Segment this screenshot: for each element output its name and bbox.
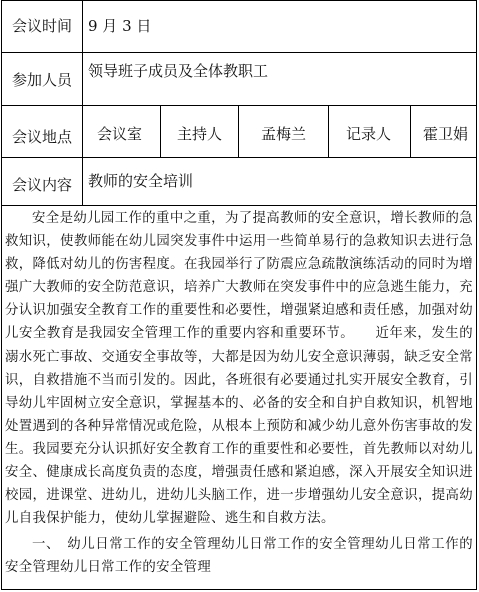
host-value: 孟梅兰	[261, 125, 307, 143]
row-divider	[1, 205, 477, 206]
section-heading-paragraph: 一、 幼儿日常工作的安全管理幼儿日常工作的安全管理幼儿日常工作的安全管理幼儿日常工作的安全管理	[5, 537, 473, 576]
row-divider	[1, 52, 477, 53]
meeting-time-label: 会议时间	[12, 17, 73, 35]
attendees-value: 领导班子成员及全体教职工	[88, 62, 269, 80]
meeting-body	[5, 207, 473, 580]
column-divider	[238, 105, 239, 157]
host-label: 主持人	[177, 125, 223, 143]
column-divider	[410, 105, 411, 157]
column-divider	[328, 105, 329, 157]
meeting-time-value: 9 月 3 日	[88, 17, 152, 35]
attendees-label: 参加人员	[12, 71, 73, 89]
table-top-border	[1, 0, 477, 1]
body-paragraph: 安全是幼儿园工作的重中之重，为了提高教师的安全意识，增长教师的急救知识，使教师能在幼儿园突发事件中运用一些简单易行的急救知识去进行急救，降低对幼儿的伤害程度。在我园举行了防震应急疏散演练活动的同时为增强广大教师的安全防范意识，培养广大教师在突发事件中的应急逃生能力，充分认识加强安全教育工作的重要性和必要性，增强紧迫感和责任感，加强对幼儿安全教育是我园安全管理工作的重要内容和重要环节。 近年来，发生的溺水死亡事故、交通安全事故等，大都是因为幼儿安全意识薄弱，缺乏安全常识，自救措施不当而引发的。因此，各班很有必要通过扎实开展安全教育，引导幼儿牢固树立安全意识，掌握基本的、必备的安全和自护自救知识，机智地处置遇到的各种异常情况或危险，从根本上预防和减少幼儿意外伤害事故的发生。我园要充分认识抓好安全教育工作的重要性和必要性，首先教师以对幼儿安全、健康成长高度负责的态度，增强责任感和紧迫感，深入开展安全知识进校园，进课堂、进幼儿，进幼儿头脑工作，进一步增强幼儿安全意识，提高幼儿自我保护能力，使幼儿掌握避险、逃生和自救方法。	[5, 211, 473, 527]
row-divider	[1, 157, 477, 158]
label-column-divider	[82, 0, 83, 205]
recorder-value: 霍卫娟	[423, 125, 469, 143]
location-label: 会议地点	[12, 128, 73, 146]
content-label: 会议内容	[12, 176, 73, 194]
column-divider	[160, 105, 161, 157]
row-divider	[1, 105, 477, 106]
location-value: 会议室	[97, 125, 143, 143]
recorder-label: 记录人	[346, 125, 392, 143]
content-value: 教师的安全培训	[88, 172, 194, 190]
